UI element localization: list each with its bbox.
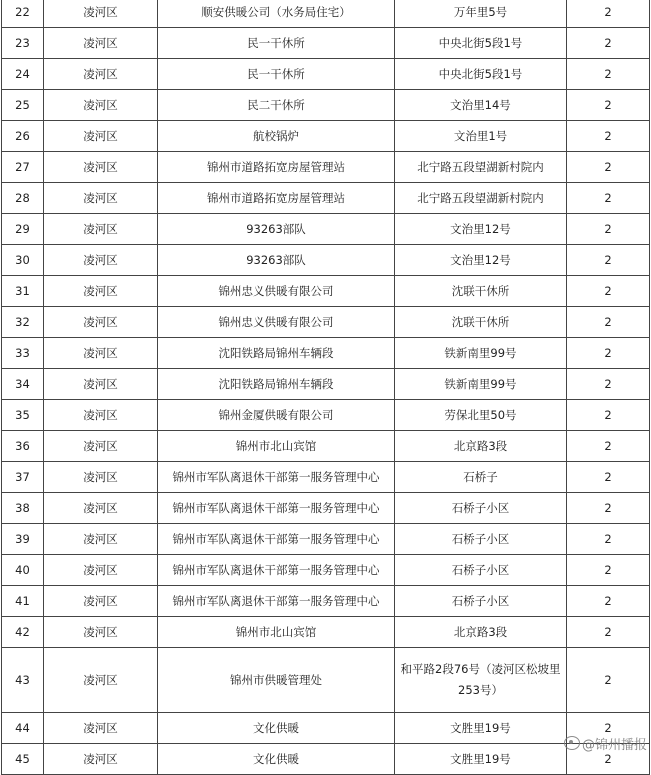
count-cell: 2 — [567, 369, 650, 400]
address-cell: 沈联干休所 — [395, 276, 567, 307]
row-number-cell: 26 — [2, 121, 44, 152]
count-cell: 2 — [567, 152, 650, 183]
address-cell: 北宁路五段望湖新村院内 — [395, 152, 567, 183]
address-cell: 石桥子小区 — [395, 555, 567, 586]
address-cell: 文胜里19号 — [395, 744, 567, 775]
unit-name-cell: 民一干休所 — [158, 59, 395, 90]
district-cell: 凌河区 — [44, 586, 158, 617]
weibo-watermark — [564, 734, 647, 753]
row-number-cell: 29 — [2, 214, 44, 245]
watermark-text: @锦州播报 — [581, 738, 647, 753]
count-cell: 2 — [567, 462, 650, 493]
district-cell: 凌河区 — [44, 369, 158, 400]
unit-name-cell: 锦州市供暖管理处 — [158, 648, 395, 713]
district-cell: 凌河区 — [44, 524, 158, 555]
district-cell: 凌河区 — [44, 28, 158, 59]
row-number-cell: 45 — [2, 744, 44, 775]
count-cell: 2 — [567, 586, 650, 617]
address-cell: 铁新南里99号 — [395, 338, 567, 369]
unit-name-cell: 锦州市军队离退休干部第一服务管理中心 — [158, 493, 395, 524]
count-cell: 2 — [567, 121, 650, 152]
table-row — [2, 90, 650, 121]
address-cell: 文治里12号 — [395, 245, 567, 276]
row-number-cell: 30 — [2, 245, 44, 276]
count-cell: 2 — [567, 431, 650, 462]
address-cell: 万年里5号 — [395, 0, 567, 28]
address-cell: 铁新南里99号 — [395, 369, 567, 400]
address-cell: 石桥子小区 — [395, 524, 567, 555]
table-row — [2, 183, 650, 214]
address-cell: 石桥子小区 — [395, 493, 567, 524]
row-number-cell: 27 — [2, 152, 44, 183]
unit-name-cell: 锦州市军队离退休干部第一服务管理中心 — [158, 524, 395, 555]
district-cell: 凌河区 — [44, 617, 158, 648]
table-row — [2, 400, 650, 431]
address-cell: 北宁路五段望湖新村院内 — [395, 183, 567, 214]
count-cell: 2 — [567, 400, 650, 431]
table-row — [2, 307, 650, 338]
count-cell: 2 — [567, 214, 650, 245]
table-row — [2, 338, 650, 369]
address-cell: 文治里1号 — [395, 121, 567, 152]
table-row — [2, 524, 650, 555]
unit-name-cell: 航校锅炉 — [158, 121, 395, 152]
district-cell: 凌河区 — [44, 90, 158, 121]
address-cell: 沈联干休所 — [395, 307, 567, 338]
unit-name-cell: 锦州市北山宾馆 — [158, 617, 395, 648]
count-cell: 2 — [567, 713, 650, 744]
table-row — [2, 276, 650, 307]
count-cell: 2 — [567, 617, 650, 648]
count-cell: 2 — [567, 245, 650, 276]
count-cell: 2 — [567, 493, 650, 524]
unit-name-cell: 锦州市军队离退休干部第一服务管理中心 — [158, 586, 395, 617]
unit-name-cell: 沈阳铁路局锦州车辆段 — [158, 369, 395, 400]
unit-name-cell: 文化供暖 — [158, 744, 395, 775]
count-cell: 2 — [567, 0, 650, 28]
count-cell: 2 — [567, 183, 650, 214]
district-cell: 凌河区 — [44, 121, 158, 152]
table-row — [2, 121, 650, 152]
row-number-cell: 25 — [2, 90, 44, 121]
district-cell: 凌河区 — [44, 245, 158, 276]
row-number-cell: 44 — [2, 713, 44, 744]
row-number-cell: 22 — [2, 0, 44, 28]
table-row — [2, 431, 650, 462]
table-row — [2, 555, 650, 586]
row-number-cell: 35 — [2, 400, 44, 431]
row-number-cell: 43 — [2, 648, 44, 713]
district-cell: 凌河区 — [44, 152, 158, 183]
district-cell: 凌河区 — [44, 555, 158, 586]
count-cell: 2 — [567, 338, 650, 369]
row-number-cell: 42 — [2, 617, 44, 648]
district-cell: 凌河区 — [44, 713, 158, 744]
row-number-cell: 40 — [2, 555, 44, 586]
address-cell: 石桥子 — [395, 462, 567, 493]
district-cell: 凌河区 — [44, 338, 158, 369]
count-cell: 2 — [567, 524, 650, 555]
count-cell: 2 — [567, 90, 650, 121]
row-number-cell: 37 — [2, 462, 44, 493]
district-cell: 凌河区 — [44, 59, 158, 90]
address-cell: 文胜里19号 — [395, 713, 567, 744]
unit-name-cell: 文化供暖 — [158, 713, 395, 744]
unit-name-cell: 锦州忠义供暖有限公司 — [158, 276, 395, 307]
table-row — [2, 214, 650, 245]
row-number-cell: 23 — [2, 28, 44, 59]
table-row — [2, 617, 650, 648]
address-cell: 中央北街5段1号 — [395, 59, 567, 90]
district-cell: 凌河区 — [44, 214, 158, 245]
table-row — [2, 744, 650, 775]
table-row — [2, 245, 650, 276]
unit-name-cell: 锦州市军队离退休干部第一服务管理中心 — [158, 555, 395, 586]
district-cell: 凌河区 — [44, 648, 158, 713]
count-cell: 2 — [567, 307, 650, 338]
address-cell: 北京路3段 — [395, 617, 567, 648]
unit-name-cell: 93263部队 — [158, 245, 395, 276]
row-number-cell: 33 — [2, 338, 44, 369]
table-row — [2, 648, 650, 713]
row-number-cell: 36 — [2, 431, 44, 462]
district-cell: 凌河区 — [44, 183, 158, 214]
district-cell: 凌河区 — [44, 400, 158, 431]
table-row — [2, 713, 650, 744]
district-cell: 凌河区 — [44, 462, 158, 493]
table-row — [2, 462, 650, 493]
district-cell: 凌河区 — [44, 493, 158, 524]
row-number-cell: 38 — [2, 493, 44, 524]
address-cell: 劳保北里50号 — [395, 400, 567, 431]
address-cell: 北京路3段 — [395, 431, 567, 462]
row-number-cell: 31 — [2, 276, 44, 307]
table-row — [2, 369, 650, 400]
row-number-cell: 41 — [2, 586, 44, 617]
address-cell: 和平路2段76号（凌河区松坡里253号） — [395, 648, 567, 713]
unit-name-cell: 锦州市军队离退休干部第一服务管理中心 — [158, 462, 395, 493]
address-cell: 石桥子小区 — [395, 586, 567, 617]
table-row — [2, 493, 650, 524]
address-cell: 中央北街5段1号 — [395, 28, 567, 59]
table-row — [2, 152, 650, 183]
unit-name-cell: 93263部队 — [158, 214, 395, 245]
row-number-cell: 24 — [2, 59, 44, 90]
unit-name-cell: 锦州金厦供暖有限公司 — [158, 400, 395, 431]
table-row — [2, 59, 650, 90]
unit-name-cell: 民二干休所 — [158, 90, 395, 121]
weibo-icon — [564, 736, 580, 750]
address-cell: 文治里14号 — [395, 90, 567, 121]
row-number-cell: 28 — [2, 183, 44, 214]
table-row — [2, 586, 650, 617]
unit-name-cell: 顺安供暖公司（水务局住宅） — [158, 0, 395, 28]
district-cell: 凌河区 — [44, 431, 158, 462]
count-cell: 2 — [567, 28, 650, 59]
count-cell: 2 — [567, 59, 650, 90]
unit-name-cell: 锦州市道路拓宽房屋管理站 — [158, 183, 395, 214]
count-cell: 2 — [567, 744, 650, 775]
row-number-cell: 34 — [2, 369, 44, 400]
district-cell: 凌河区 — [44, 276, 158, 307]
count-cell: 2 — [567, 648, 650, 713]
unit-name-cell: 沈阳铁路局锦州车辆段 — [158, 338, 395, 369]
address-cell: 文治里12号 — [395, 214, 567, 245]
count-cell: 2 — [567, 276, 650, 307]
district-cell: 凌河区 — [44, 744, 158, 775]
unit-name-cell: 锦州市北山宾馆 — [158, 431, 395, 462]
row-number-cell: 32 — [2, 307, 44, 338]
unit-name-cell: 锦州市道路拓宽房屋管理站 — [158, 152, 395, 183]
unit-name-cell: 锦州忠义供暖有限公司 — [158, 307, 395, 338]
table-row — [2, 0, 650, 28]
district-cell: 凌河区 — [44, 0, 158, 28]
row-number-cell: 39 — [2, 524, 44, 555]
district-cell: 凌河区 — [44, 307, 158, 338]
pollution-source-table — [1, 0, 650, 775]
table-body — [2, 0, 650, 775]
count-cell: 2 — [567, 555, 650, 586]
unit-name-cell: 民一干休所 — [158, 28, 395, 59]
table-row — [2, 28, 650, 59]
